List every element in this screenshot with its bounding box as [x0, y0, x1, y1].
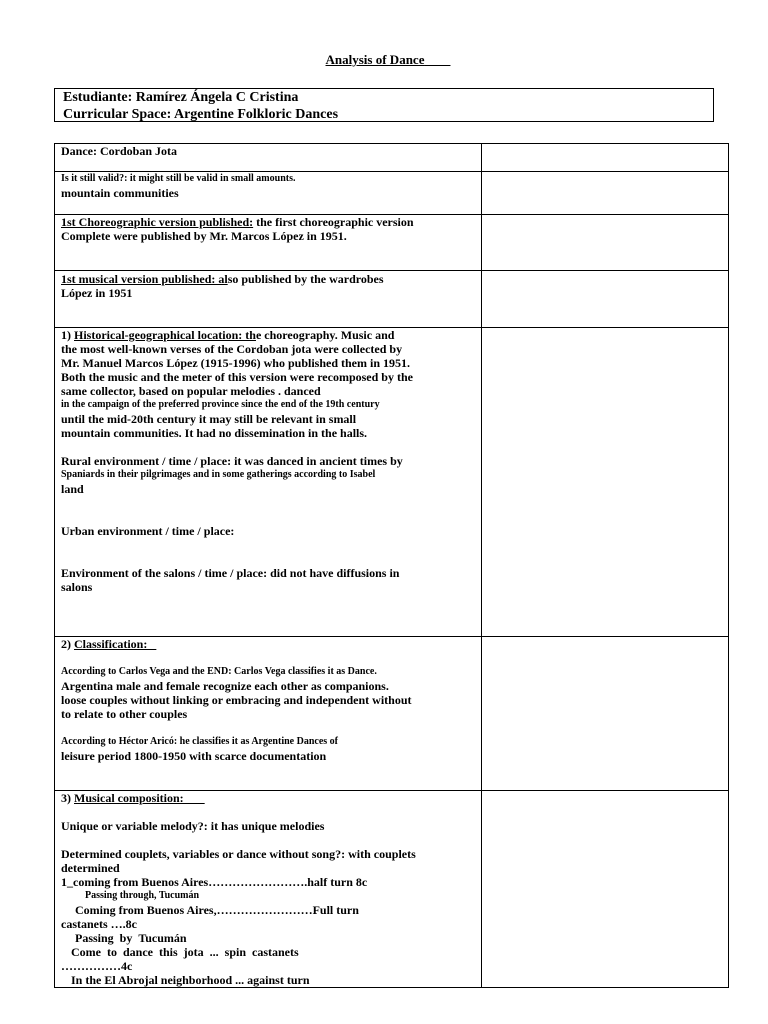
table-row-choreographic-version: 1st Choreographic version published: the first choreographic version Complete were published by Mr. Marcos López in 1951. [55, 215, 729, 271]
dance-name: Dance: Cordoban Jota [61, 144, 177, 158]
answer-cell [482, 328, 729, 637]
student-name: Estudiante: Ramírez Ángela C Cristina [63, 90, 299, 105]
document-title: Analysis of Dance [325, 52, 425, 67]
classification-label: Classification: [74, 637, 157, 651]
salons-environment: Environment of the salons / time / place: did not have diffusions in [61, 566, 400, 580]
validity-answer: mountain communities [61, 186, 179, 200]
answer-cell [482, 172, 729, 215]
musical-label: 1st musical version published: al [61, 272, 228, 286]
choreographic-label: 1st Choreographic version published: [61, 215, 254, 229]
answer-cell [482, 271, 729, 328]
table-row-musical-version: 1st musical version published: also published by the wardrobes López in 1951 [55, 271, 729, 328]
table-row-classification: 2) Classification: According to Carlos Vega and the END: Carlos Vega classifies it as Dance. Argentina male and female recognize each other as companions. loose couples without linking or embracing and independent without to relate to other couples According to Héctor Aricó: he classifies it as Argentine Dances of leisure period 1800-1950 with scarce documentation [55, 637, 729, 791]
musical-composition-label: Musical composition: [74, 791, 205, 805]
urban-environment: Urban environment / time / place: [61, 524, 235, 538]
rural-environment: Rural environment / time / place: it was danced in ancient times by [61, 454, 403, 468]
curricular-space: Curricular Space: Argentine Folkloric Dances [63, 107, 339, 122]
student-header-box [54, 88, 714, 122]
answer-cell [482, 637, 729, 791]
answer-cell [482, 791, 729, 988]
answer-cell [482, 215, 729, 271]
historical-label: Historical-geographical location: th [74, 328, 256, 342]
dance-analysis-table [54, 143, 729, 988]
answer-cell [482, 144, 729, 172]
table-row-historical-location: 1) Historical-geographical location: the choreography. Music and the most well-known verses of the Cordoban jota were collected by Mr. Manuel Marcos López (1915-1996) who published them in 1951. Both the music and the meter of this version were recomposed by the same collector, based on popular melodies . danced in the campaign of the preferred province since the end of the 19th century until the mid-20th century it may still be relevant in small mountain communities. It had no dissemination in the halls. Rural environment / time / place: it was danced in ancient times by Spaniards in their pilgrimages and in some gatherings according to Isabel land Urban environment / time / place: Environment of the salons / time / place: did not have diffusions in salons [55, 328, 729, 637]
validity-question: Is it still valid?: it might still be valid in small amounts. [61, 173, 296, 184]
table-row-dance [55, 144, 729, 172]
table-row-musical-composition: 3) Musical composition: Unique or variable melody?: it has unique melodies Determined couplets, variables or dance without song?: with couplets determined 1_coming from Buenos Aires…………………….half turn 8c Passing through, Tucumán Coming from Buenos Aires,……………………Full turn castanets ….8c Passing by Tucumán Come to dance this jota ... spin castanets ……………4c In the El Abrojal neighborhood ... against turn [55, 791, 729, 988]
table-row-validity [55, 172, 729, 215]
